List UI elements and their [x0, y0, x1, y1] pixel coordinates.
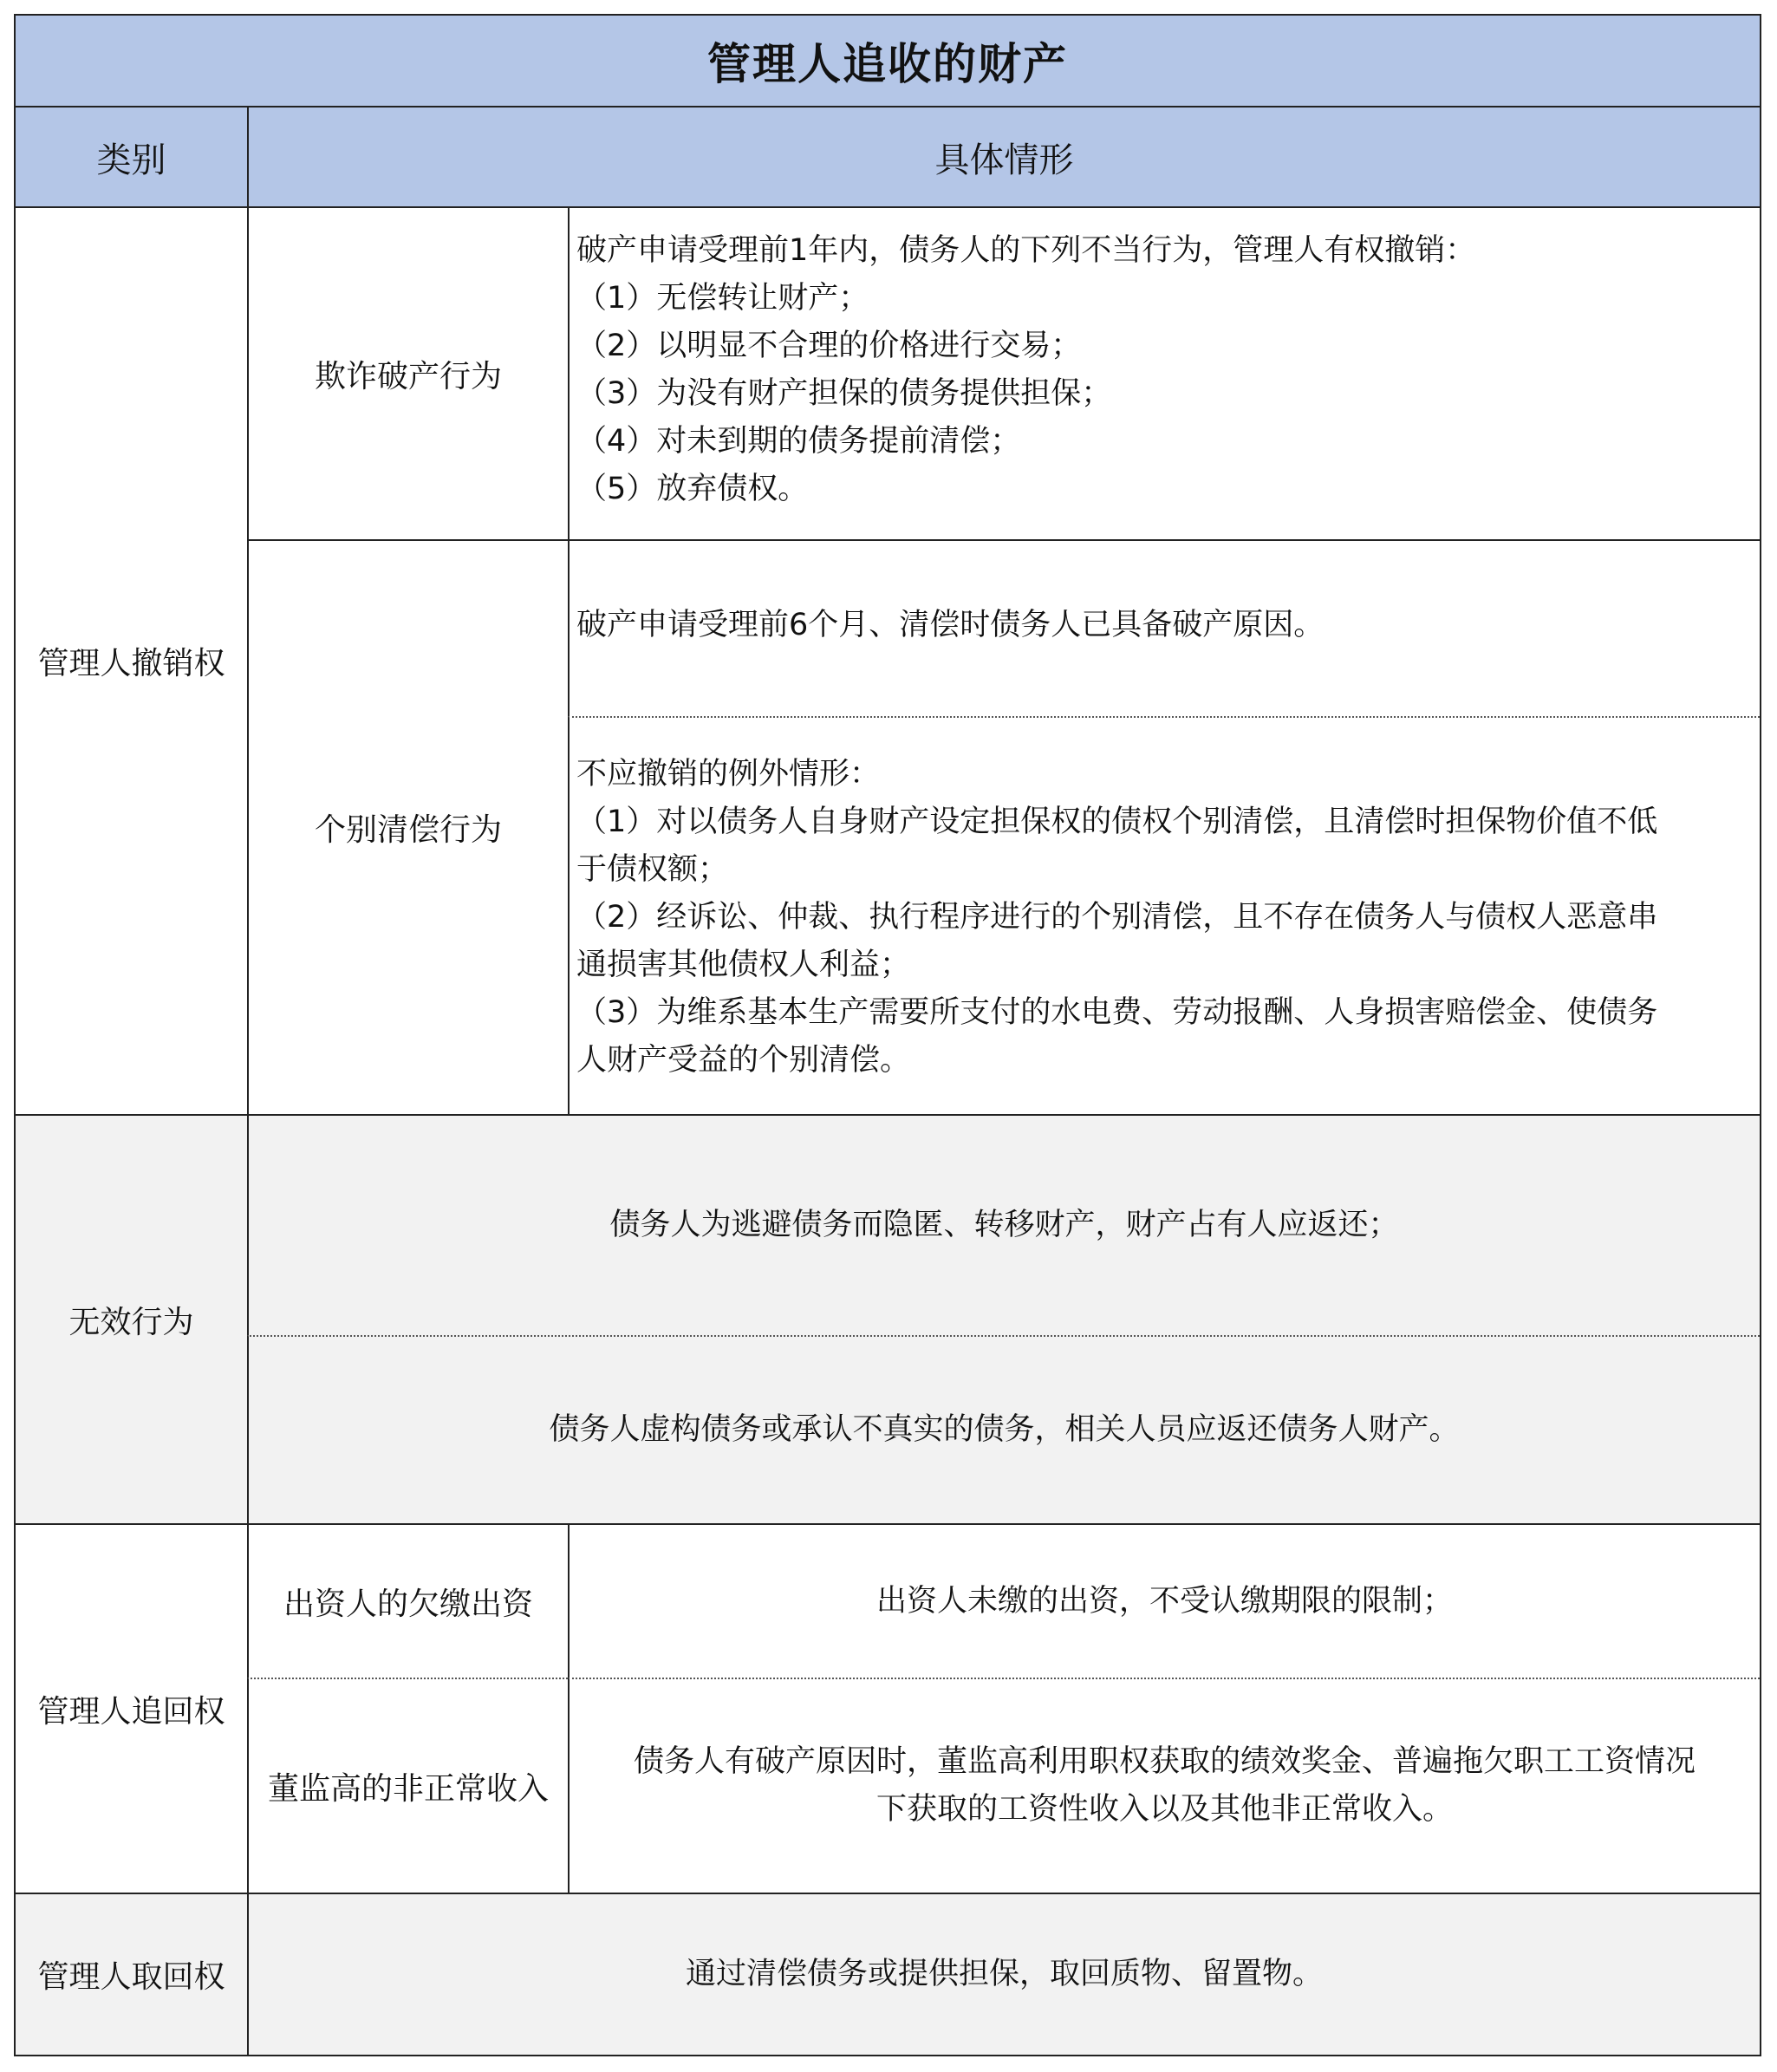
- exception-line: 于债权额；: [576, 852, 729, 887]
- category-retrieve: 管理人取回权: [16, 1893, 247, 2055]
- header-details: 具体情形: [247, 106, 1760, 206]
- subcategory-investor: 出资人的欠缴出资: [247, 1523, 568, 1678]
- exception-line: （2）经诉讼、仲裁、执行程序进行的个别清偿，且不存在债务人与债权人恶意串: [576, 900, 1658, 935]
- individual-exceptions: [568, 716, 1760, 1114]
- exception-line: 通损害其他债权人利益；: [576, 948, 911, 982]
- exception-line: （1）对以债务人自身财产设定担保权的债权个别清偿，且清偿时担保物价值不低: [576, 805, 1658, 839]
- invalid-item-1: 债务人为逃避债务而隐匿、转移财产，财产占有人应返还；: [247, 1114, 1760, 1335]
- category-invalid: 无效行为: [16, 1114, 247, 1523]
- fraud-line: （3）为没有财产担保的债务提供担保；: [576, 376, 1112, 411]
- fraud-details: [568, 206, 1760, 539]
- fraud-line: （4）对未到期的债务提前清偿；: [576, 424, 1021, 459]
- exception-line: 不应撤销的例外情形：: [576, 757, 881, 792]
- investor-details: 出资人未缴的出资，不受认缴期限的限制；: [568, 1523, 1760, 1678]
- individual-rule-text: 破产申请受理前6个月、清偿时债务人已具备破产原因。: [576, 608, 1325, 642]
- exception-line: （3）为维系基本生产需要所支付的水电费、劳动报酬、人身损害赔偿金、使债务: [576, 995, 1658, 1030]
- table-title: 管理人追收的财产: [16, 16, 1760, 106]
- exception-line: 人财产受益的个别清偿。: [576, 1043, 911, 1078]
- invalid-item-2: 债务人虚构债务或承认不真实的债务，相关人员应返还债务人财产。: [247, 1335, 1760, 1523]
- fraud-line: 破产申请受理前1年内，债务人的下列不当行为，管理人有权撤销：: [576, 233, 1476, 268]
- subcategory-executive: 董监高的非正常收入: [247, 1678, 568, 1893]
- fraud-line: （1）无偿转让财产；: [576, 281, 869, 316]
- fraud-line: （5）放弃债权。: [576, 472, 809, 506]
- category-recover: 管理人追回权: [16, 1523, 247, 1893]
- subcategory-individual: 个别清偿行为: [247, 539, 568, 1114]
- executive-line: 债务人有破产原因时，董监高利用职权获取的绩效奖金、普遍拖欠职工工资情况: [633, 1744, 1696, 1779]
- retrieve-details: 通过清偿债务或提供担保，取回质物、留置物。: [247, 1893, 1760, 2055]
- subcategory-fraud: 欺诈破产行为: [247, 206, 568, 539]
- executive-line: 下获取的工资性收入以及其他非正常收入。: [875, 1792, 1453, 1827]
- executive-details: [568, 1678, 1760, 1893]
- category-revoke: 管理人撤销权: [16, 206, 247, 1114]
- property-table: [14, 14, 1761, 2056]
- fraud-line: （2）以明显不合理的价格进行交易；: [576, 329, 1082, 363]
- header-category: 类别: [16, 106, 247, 206]
- individual-rule: [568, 539, 1760, 716]
